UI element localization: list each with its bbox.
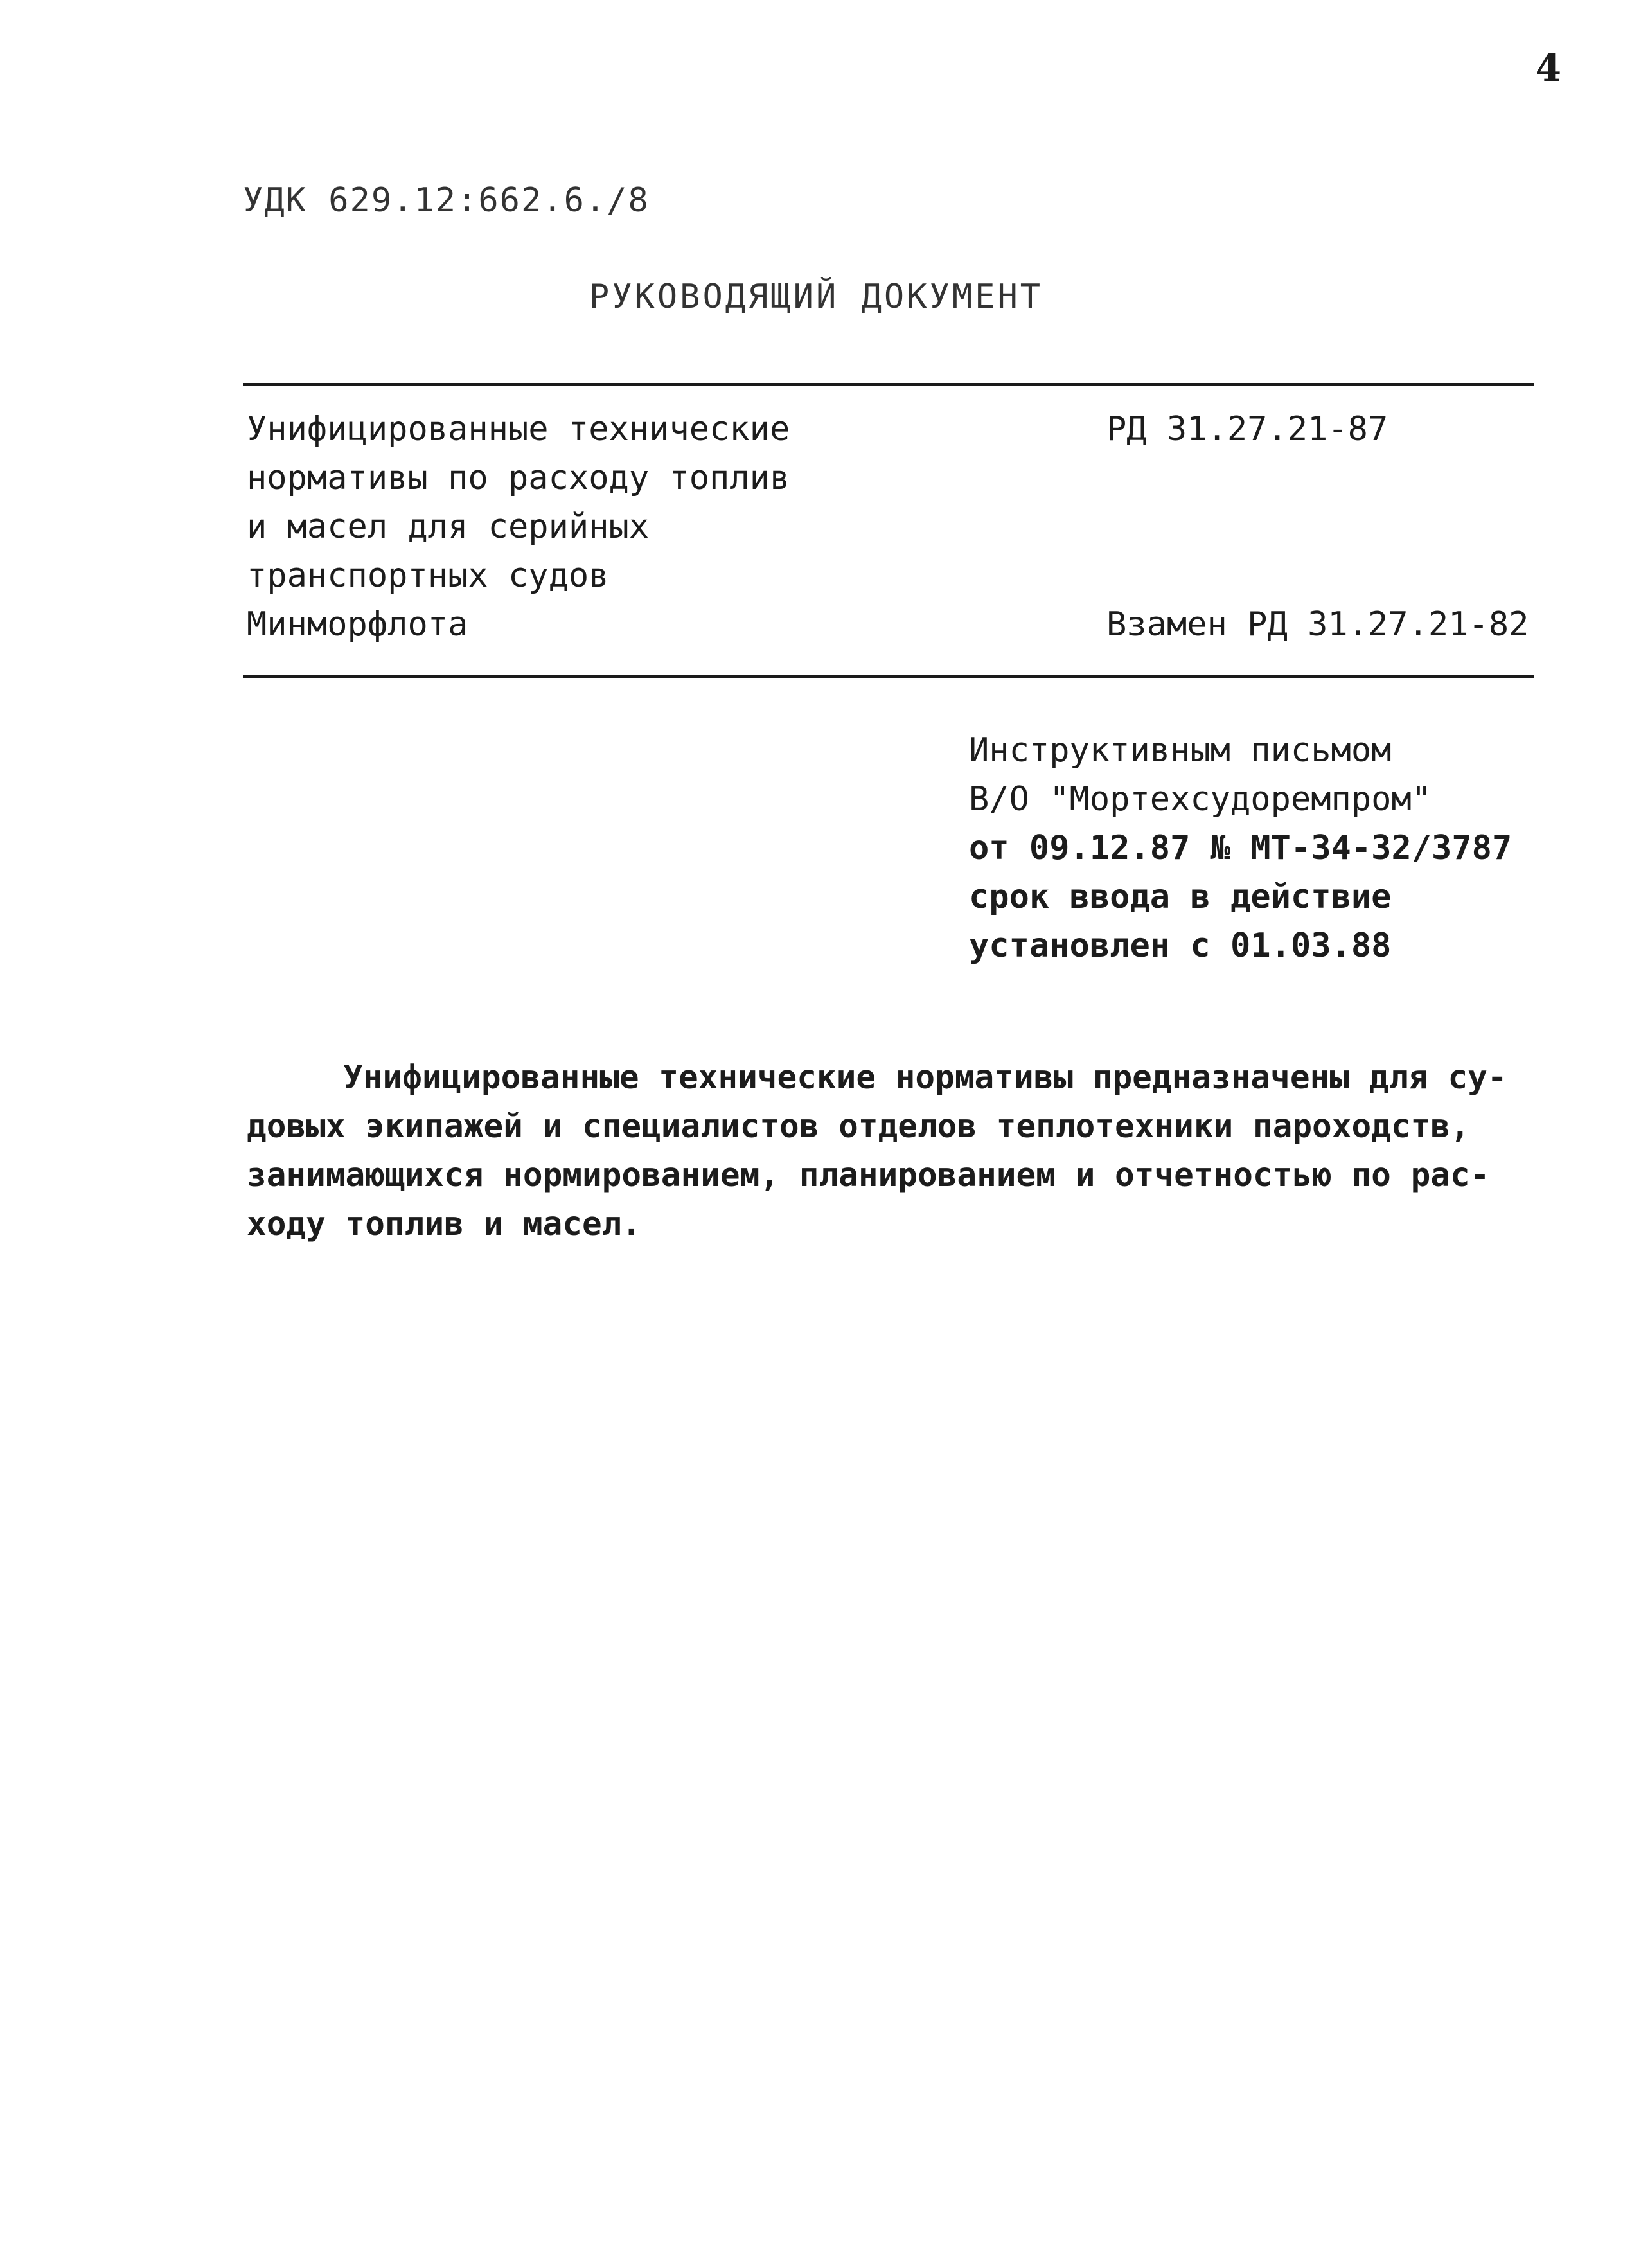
document-code: РД 31.27.21-87 [1106,410,1388,448]
approval-line: Инструктивным письмом [969,731,1392,770]
bottom-divider [243,675,1534,678]
title-line: и масел для серийных [247,508,650,546]
approval-block [969,726,1512,970]
paragraph-line: ходу топлив и масел. [247,1205,642,1243]
title-line: транспортных судов [247,556,609,595]
purpose-paragraph [247,1054,1532,1249]
page-number: 4 [1535,46,1561,90]
approval-line: В/О "Мортехсудоремпром" [969,780,1432,819]
udc-code: УДК 629.12:662.6./8 [243,181,650,220]
document-type-heading: РУКОВОДЯЩИЙ ДОКУМЕНТ [589,278,1043,316]
title-line: нормативы по расходу топлив [247,459,790,497]
approval-line: установлен с 01.03.88 [969,926,1392,965]
approval-line: срок ввода в действие [969,878,1392,916]
document-title [247,405,889,649]
title-line: Минморфлота [247,605,468,644]
paragraph-line: Унифицированные технические нормативы предназначены для су- [343,1059,1507,1097]
paragraph-line: занимающихся нормированием, планированием и отчетностью по рас- [247,1156,1490,1194]
approval-line: от 09.12.87 № МТ-34-32/3787 [969,829,1512,867]
paragraph-line: довых экипажей и специалистов отделов теплотехники пароходств, [247,1108,1470,1146]
replaces-document: Взамен РД 31.27.21-82 [1106,605,1529,644]
title-line: Унифицированные технические [247,410,790,448]
top-divider [243,383,1534,386]
